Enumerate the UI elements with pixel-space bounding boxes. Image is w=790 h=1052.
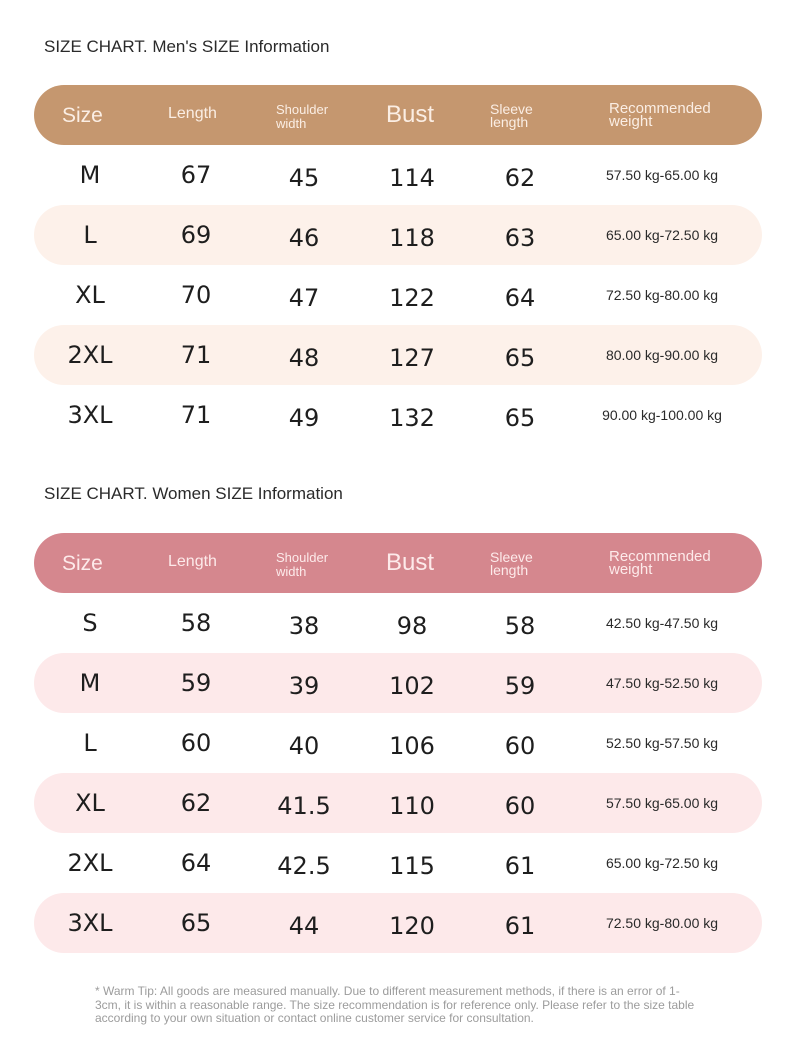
shoulder-cell: 42.5 bbox=[277, 852, 331, 880]
header-bust: Bust bbox=[386, 101, 435, 128]
sleeve-cell: 61 bbox=[504, 912, 536, 940]
bust-cell: 132 bbox=[389, 404, 435, 432]
table-row bbox=[34, 593, 762, 653]
shoulder-cell: 38 bbox=[288, 612, 320, 640]
bust-cell: 122 bbox=[389, 284, 435, 312]
men-table-header bbox=[34, 85, 762, 145]
sleeve-cell: 61 bbox=[504, 852, 536, 880]
weight-cell: 72.50 kg-80.00 kg bbox=[605, 915, 719, 931]
bust-cell: 120 bbox=[389, 912, 435, 940]
table-row bbox=[34, 893, 762, 953]
table-row bbox=[34, 325, 762, 385]
weight-cell: 57.50 kg-65.00 kg bbox=[605, 167, 719, 183]
shoulder-cell: 49 bbox=[288, 404, 320, 432]
women-section-title: SIZE CHART. Women SIZE Information bbox=[44, 484, 343, 503]
table-row bbox=[34, 385, 762, 445]
sleeve-cell: 59 bbox=[504, 672, 536, 700]
header-sleeve-length: Sleeve length bbox=[490, 101, 533, 130]
sleeve-cell: 63 bbox=[504, 224, 536, 252]
length-cell: 67 bbox=[180, 161, 212, 189]
length-cell: 62 bbox=[180, 789, 212, 817]
header-bust: Bust bbox=[386, 549, 435, 576]
sleeve-cell: 65 bbox=[504, 404, 536, 432]
header-recommended-weight: Recommended weight bbox=[609, 548, 711, 578]
size-cell: 2XL bbox=[67, 341, 113, 369]
length-cell: 69 bbox=[180, 221, 212, 249]
size-cell: M bbox=[79, 161, 101, 189]
weight-cell: 65.00 kg-72.50 kg bbox=[605, 855, 719, 871]
weight-cell: 57.50 kg-65.00 kg bbox=[605, 795, 719, 811]
shoulder-cell: 47 bbox=[288, 284, 320, 312]
length-cell: 70 bbox=[180, 281, 212, 309]
sleeve-cell: 58 bbox=[504, 612, 536, 640]
length-cell: 71 bbox=[180, 341, 212, 369]
header-sleeve-length: Sleeve length bbox=[490, 549, 533, 578]
bust-cell: 115 bbox=[389, 852, 435, 880]
shoulder-cell: 40 bbox=[288, 732, 320, 760]
size-cell: 3XL bbox=[67, 401, 113, 429]
header-recommended-weight: Recommended weight bbox=[609, 100, 711, 130]
sleeve-cell: 60 bbox=[504, 792, 536, 820]
size-cell: 3XL bbox=[67, 909, 113, 937]
size-cell: 2XL bbox=[67, 849, 113, 877]
sleeve-cell: 65 bbox=[504, 344, 536, 372]
weight-cell: 65.00 kg-72.50 kg bbox=[605, 227, 719, 243]
bust-cell: 118 bbox=[389, 224, 435, 252]
bust-cell: 102 bbox=[389, 672, 435, 700]
sleeve-cell: 64 bbox=[504, 284, 536, 312]
table-row bbox=[34, 145, 762, 205]
size-cell: L bbox=[83, 729, 97, 757]
sleeve-cell: 60 bbox=[504, 732, 536, 760]
shoulder-cell: 48 bbox=[288, 344, 320, 372]
shoulder-cell: 39 bbox=[288, 672, 320, 700]
header-size: Size bbox=[62, 104, 103, 127]
sleeve-cell: 62 bbox=[504, 164, 536, 192]
bust-cell: 98 bbox=[396, 612, 428, 640]
length-cell: 60 bbox=[180, 729, 212, 757]
size-cell: XL bbox=[75, 281, 105, 309]
warm-tip-note: * Warm Tip: All goods are measured manually. Due to different measurement methods, if there is an error of 1-3cm, it is within a reasonable range. The size recommendation is for reference only. Please refer to the size table according to your own situation or contact online customer service for consultation. bbox=[95, 984, 695, 1025]
weight-cell: 42.50 kg-47.50 kg bbox=[605, 615, 719, 631]
table-row bbox=[34, 713, 762, 773]
size-cell: M bbox=[79, 669, 101, 697]
header-shoulder-width: Shoulder width bbox=[276, 102, 329, 131]
table-row bbox=[34, 833, 762, 893]
size-cell: XL bbox=[75, 789, 105, 817]
table-row bbox=[34, 773, 762, 833]
table-row bbox=[34, 205, 762, 265]
length-cell: 58 bbox=[180, 609, 212, 637]
bust-cell: 127 bbox=[389, 344, 435, 372]
length-cell: 71 bbox=[180, 401, 212, 429]
size-cell: S bbox=[82, 609, 98, 637]
length-cell: 59 bbox=[180, 669, 212, 697]
bust-cell: 106 bbox=[389, 732, 435, 760]
shoulder-cell: 41.5 bbox=[277, 792, 331, 820]
weight-cell: 72.50 kg-80.00 kg bbox=[605, 287, 719, 303]
bust-cell: 110 bbox=[389, 792, 435, 820]
header-size: Size bbox=[62, 552, 103, 575]
header-length: Length bbox=[168, 105, 217, 122]
header-length: Length bbox=[168, 553, 217, 570]
length-cell: 64 bbox=[180, 849, 212, 877]
table-row bbox=[34, 653, 762, 713]
weight-cell: 47.50 kg-52.50 kg bbox=[605, 675, 719, 691]
shoulder-cell: 44 bbox=[288, 912, 320, 940]
men-section-title: SIZE CHART. Men's SIZE Information bbox=[44, 37, 330, 56]
shoulder-cell: 46 bbox=[288, 224, 320, 252]
size-cell: L bbox=[83, 221, 97, 249]
weight-cell: 52.50 kg-57.50 kg bbox=[605, 735, 719, 751]
bust-cell: 114 bbox=[389, 164, 435, 192]
women-table-header bbox=[34, 533, 762, 593]
weight-cell: 90.00 kg-100.00 kg bbox=[602, 407, 722, 423]
weight-cell: 80.00 kg-90.00 kg bbox=[605, 347, 719, 363]
length-cell: 65 bbox=[180, 909, 212, 937]
table-row bbox=[34, 265, 762, 325]
header-shoulder-width: Shoulder width bbox=[276, 550, 329, 579]
shoulder-cell: 45 bbox=[288, 164, 320, 192]
